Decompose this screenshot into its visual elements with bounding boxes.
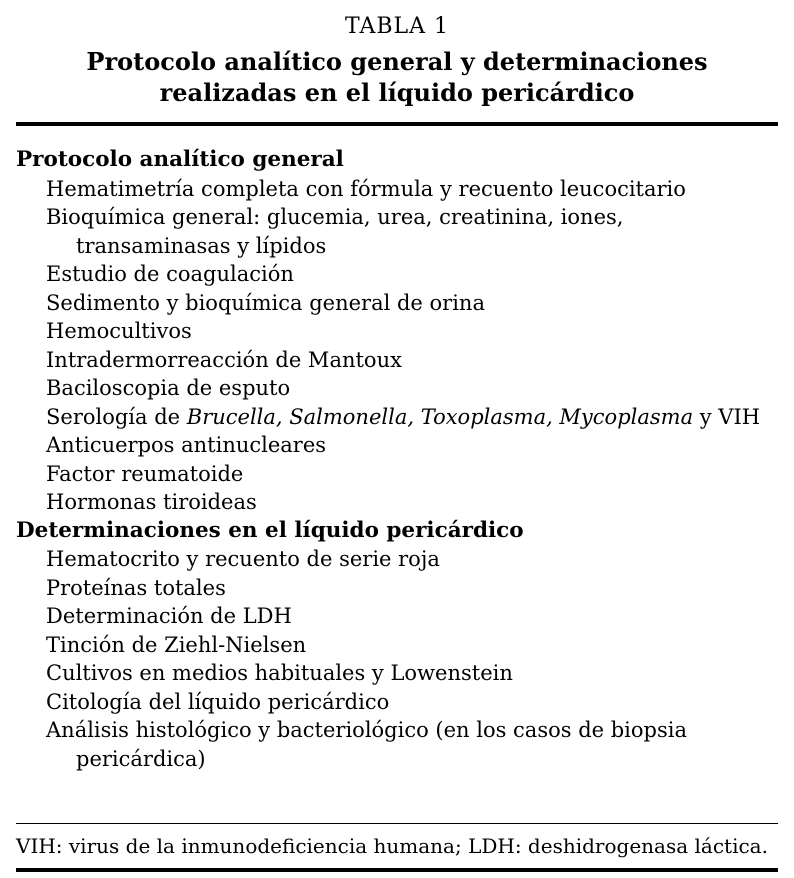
list-item: Hormonas tiroideas — [46, 490, 257, 514]
item-text: Serología de — [46, 404, 187, 429]
item-list — [16, 545, 778, 773]
list-item: Análisis histológico y bacteriológico (en los casos de biopsia pericárdica) — [46, 718, 688, 771]
list-item: Hemocultivos — [46, 319, 192, 343]
list-item: Proteínas totales — [46, 575, 226, 600]
list-item: Sedimento y bioquímica general de orina — [46, 290, 485, 315]
list-item: Estudio de coagulación — [46, 262, 294, 286]
list-item: Baciloscopia de esputo — [46, 376, 291, 400]
table-body — [16, 146, 778, 773]
item-text: y VIH — [693, 404, 761, 429]
section-heading: Protocolo analítico general — [16, 147, 344, 172]
list-item: Cultivos en medios habituales y Lowenstein — [46, 661, 513, 685]
list-item: Intradermorreacción de Mantoux — [46, 347, 402, 372]
top-rule — [16, 122, 778, 126]
list-item: Bioquímica general: glucemia, urea, creatinina, iones, transaminasas y lípidos — [46, 205, 624, 258]
table-label: TABLA 1 — [344, 14, 449, 39]
list-item: Tinción de Ziehl-Nielsen — [46, 632, 307, 657]
footnote: VIH: virus de la inmunodeficiencia humana; LDH: deshidrogenasa láctica. — [16, 834, 768, 858]
section-determinaciones — [16, 517, 778, 774]
bottom-rule — [16, 868, 778, 872]
footnote-rule — [16, 823, 778, 824]
item-list — [16, 175, 778, 517]
table-title: Protocolo analítico general y determinaciones realizadas en el líquido pericárdico — [86, 47, 708, 107]
list-item: Hematimetría completa con fórmula y recuento leucocitario — [46, 176, 686, 201]
item-text-italic: Brucella, Salmonella, Toxoplasma, Mycoplasma — [186, 404, 694, 429]
section-heading: Determinaciones en el líquido pericárdico — [16, 517, 524, 543]
list-item: Determinación de LDH — [46, 604, 292, 628]
list-item: Anticuerpos antinucleares — [46, 433, 327, 457]
list-item: Factor reumatoide — [46, 461, 244, 486]
list-item-serologia — [16, 403, 778, 432]
list-item: Citología del líquido pericárdico — [46, 689, 390, 714]
list-item: Hematocrito y recuento de serie roja — [46, 547, 440, 571]
section-protocolo-analitico — [16, 146, 778, 517]
